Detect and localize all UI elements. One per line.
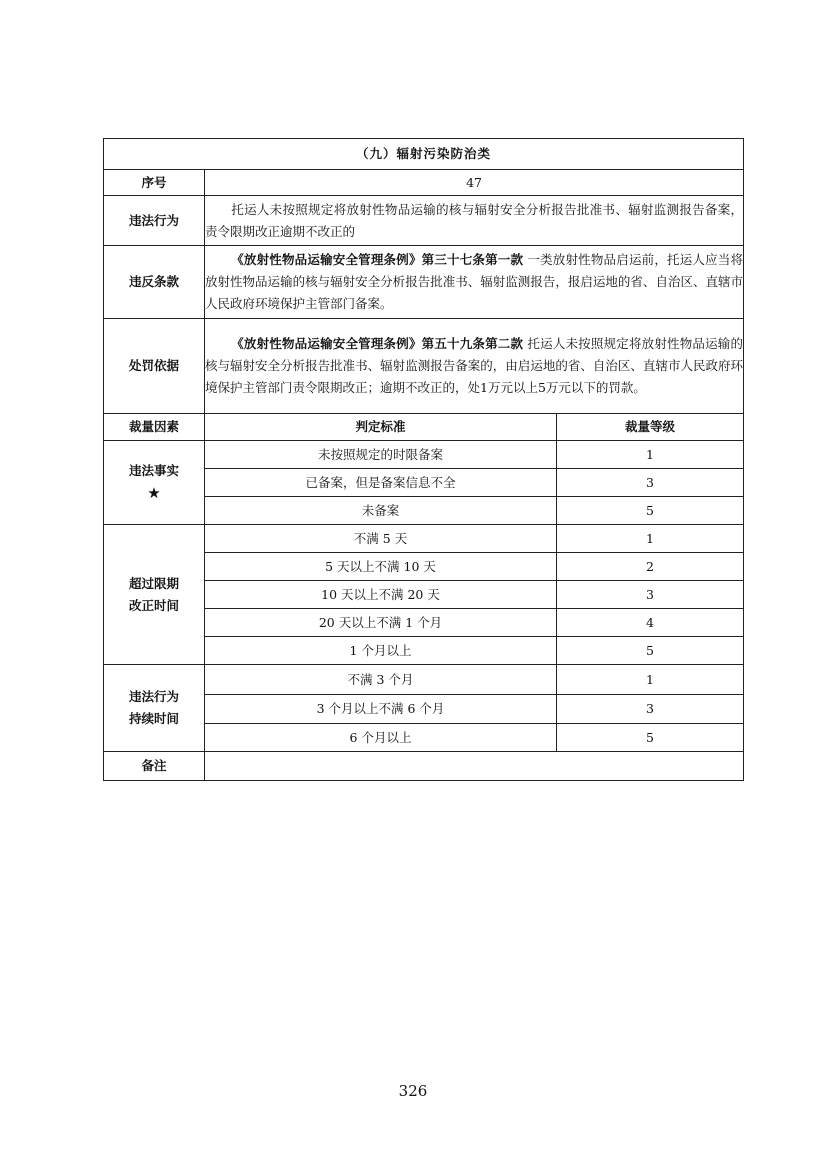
violated-clause-text-cell (205, 246, 744, 319)
criterion-cell: 未按照规定的时限备案 (205, 441, 557, 469)
criterion-cell: 3 个月以上不满 6 个月 (205, 695, 557, 724)
level-cell: 3 (557, 469, 744, 497)
criterion-cell: 5 天以上不满 10 天 (205, 553, 557, 581)
violation-text-cell (205, 196, 744, 246)
level-cell: 2 (557, 553, 744, 581)
level-cell: 5 (557, 497, 744, 525)
level-cell: 5 (557, 637, 744, 665)
level-cell: 3 (557, 581, 744, 609)
table-row (104, 441, 744, 469)
page-number: 326 (398, 1082, 428, 1100)
factor-group-label (104, 441, 205, 525)
factor-group-label-line2: 持续时间 (128, 711, 179, 726)
remarks-row (104, 752, 744, 781)
criterion-cell: 1 个月以上 (205, 637, 557, 665)
penalty-discretion-table (103, 138, 744, 781)
level-cell: 1 (557, 665, 744, 695)
criterion-cell: 不满 3 个月 (205, 665, 557, 695)
factor-group-label-line1: 超过限期 (128, 575, 179, 591)
criterion-header: 判定标准 (205, 414, 557, 441)
penalty-basis-text: 托运人未按照规定将放射性物品运输的核与辐射安全分析报告批准书、辐射监测报告备案的，由启运地的省、自治区、直辖市人民政府环境保护主管部门责令限期改正；逾期不改正的，处1万元以上5万元以下的罚款。 (205, 336, 744, 395)
violated-clause-text: 一类放射性物品启运前，托运人应当将放射性物品运输的核与辐射安全分析报告批准书、辐射监测报告，报启运地的省、自治区、直辖市人民政府环境保护主管部门备案。 (205, 252, 744, 311)
violated-clause-citation: 《放射性物品运输安全管理条例》第三十七条第一款 (231, 252, 524, 267)
violation-label: 违法行为 (104, 196, 205, 246)
criterion-cell: 未备案 (205, 497, 557, 525)
criterion-cell: 6 个月以上 (205, 724, 557, 752)
level-header: 裁量等级 (557, 414, 744, 441)
remarks-value (205, 752, 744, 781)
table-row (104, 525, 744, 553)
factor-group-label-line1: 违法行为 (128, 689, 179, 704)
violated-clause-row (104, 246, 744, 319)
factor-group-label-line1: 违法事实 (128, 463, 179, 478)
level-cell: 1 (557, 441, 744, 469)
level-cell: 3 (557, 695, 744, 724)
criterion-cell: 20 天以上不满 1 个月 (205, 609, 557, 637)
violated-clause-label: 违反条款 (104, 246, 205, 319)
remarks-label: 备注 (104, 752, 205, 781)
table-row (104, 665, 744, 695)
level-cell: 4 (557, 609, 744, 637)
violation-text: 托运人未按照规定将放射性物品运输的核与辐射安全分析报告批准书、辐射监测报告备案，责令限期改正逾期不改正的 (205, 201, 744, 239)
penalty-basis-text-cell (205, 319, 744, 414)
factor-group-label (104, 525, 205, 665)
factor-group-label-line2: 改正时间 (128, 597, 179, 613)
serial-value: 47 (205, 170, 744, 196)
factors-header-row (104, 414, 744, 441)
criterion-cell: 不满 5 天 (205, 525, 557, 553)
level-cell: 1 (557, 525, 744, 553)
criterion-cell: 10 天以上不满 20 天 (205, 581, 557, 609)
factor-header: 裁量因素 (104, 414, 205, 441)
penalty-basis-label: 处罚依据 (104, 319, 205, 414)
star-icon: ★ (147, 484, 161, 502)
penalty-basis-row (104, 319, 744, 414)
penalty-basis-citation: 《放射性物品运输安全管理条例》第五十九条第二款 (231, 336, 524, 351)
table-title: （九）辐射污染防治类 (104, 139, 744, 170)
factor-group-label (104, 665, 205, 752)
serial-row (104, 170, 744, 196)
serial-label: 序号 (104, 170, 205, 196)
criterion-cell: 已备案，但是备案信息不全 (205, 469, 557, 497)
violation-row (104, 196, 744, 246)
level-cell: 5 (557, 724, 744, 752)
